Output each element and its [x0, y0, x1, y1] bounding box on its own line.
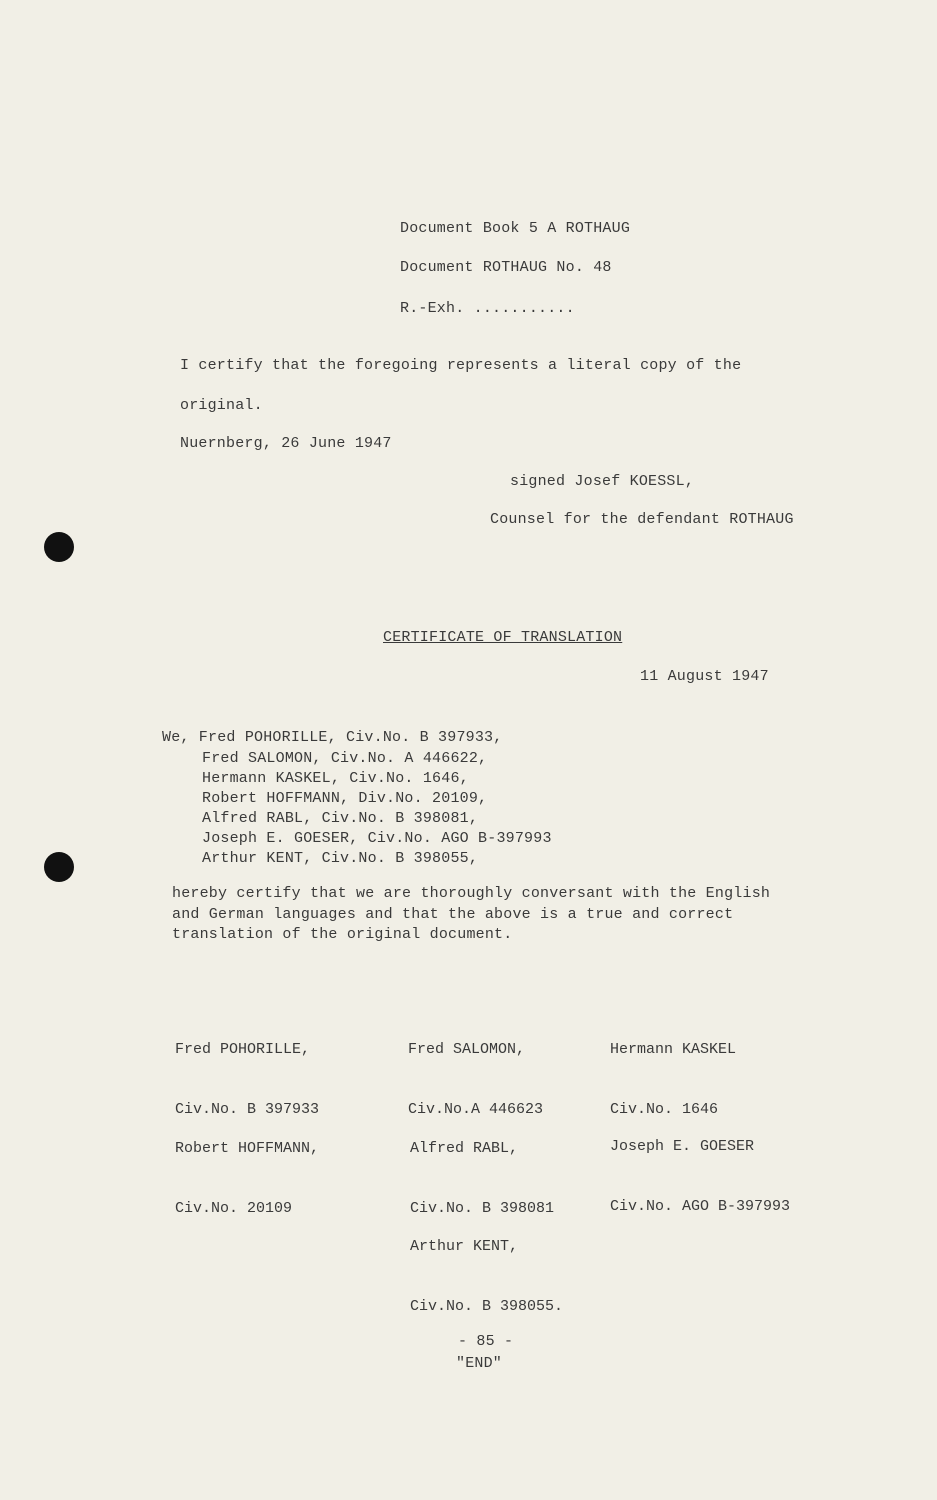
- signature-block: [610, 1097, 790, 1257]
- counsel-role: Counsel for the defendant ROTHAUG: [490, 511, 794, 528]
- signature-name: Joseph E. GOESER: [610, 1138, 755, 1155]
- signature-civ-number: Civ.No.A 446623: [408, 1101, 544, 1118]
- translator-line: Arthur KENT, Civ.No. B 398055,: [202, 850, 479, 867]
- certification-line-1: I certify that the foregoing represents a literal copy of the: [180, 357, 742, 374]
- signature-civ-number: Civ.No. 1646: [610, 1101, 719, 1118]
- translation-title: CERTIFICATE OF TRANSLATION: [383, 629, 623, 646]
- signature-civ-number: Civ.No. B 398081: [410, 1200, 555, 1217]
- translator-line: We, Fred POHORILLE, Civ.No. B 397933,: [162, 729, 503, 746]
- signature-name: Fred SALOMON,: [408, 1041, 526, 1058]
- signature-name: Robert HOFFMANN,: [175, 1140, 320, 1157]
- translator-line: Robert HOFFMANN, Div.No. 20109,: [202, 790, 488, 807]
- signature-civ-number: Civ.No. 20109: [175, 1200, 293, 1217]
- signature-civ-number: Civ.No. AGO B-397993: [610, 1198, 791, 1215]
- punch-hole: [44, 532, 74, 562]
- signature-civ-number: Civ.No. B 397933: [175, 1101, 320, 1118]
- signature-name: Hermann KASKEL: [610, 1041, 737, 1058]
- translator-line: Hermann KASKEL, Civ.No. 1646,: [202, 770, 469, 787]
- punch-hole: [44, 852, 74, 882]
- document-number-line: Document ROTHAUG No. 48: [400, 259, 612, 276]
- signed-line: signed Josef KOESSL,: [510, 473, 695, 490]
- translator-line: Fred SALOMON, Civ.No. A 446622,: [202, 750, 488, 767]
- signature-block: [175, 1099, 319, 1259]
- translator-line: Joseph E. GOESER, Civ.No. AGO B-397993: [202, 830, 552, 847]
- page-number: - 85 -: [458, 1333, 514, 1350]
- statement-line: and German languages and that the above is a true and correct: [172, 906, 734, 923]
- document-book-line: Document Book 5 A ROTHAUG: [400, 220, 631, 237]
- statement-line: hereby certify that we are thoroughly conversant with the English: [172, 885, 771, 902]
- certification-line-2: original.: [180, 397, 263, 414]
- translation-date: 11 August 1947: [640, 668, 769, 685]
- signature-name: Alfred RABL,: [410, 1140, 519, 1157]
- signature-civ-number: Civ.No. B 398055.: [410, 1298, 564, 1315]
- signature-name: Arthur KENT,: [410, 1238, 519, 1255]
- exhibit-line: R.-Exh. ...........: [400, 300, 575, 317]
- signature-name: Fred POHORILLE,: [175, 1041, 311, 1058]
- place-date: Nuernberg, 26 June 1947: [180, 435, 392, 452]
- end-marker: "END": [456, 1355, 503, 1372]
- statement-line: translation of the original document.: [172, 926, 513, 943]
- translator-line: Alfred RABL, Civ.No. B 398081,: [202, 810, 479, 827]
